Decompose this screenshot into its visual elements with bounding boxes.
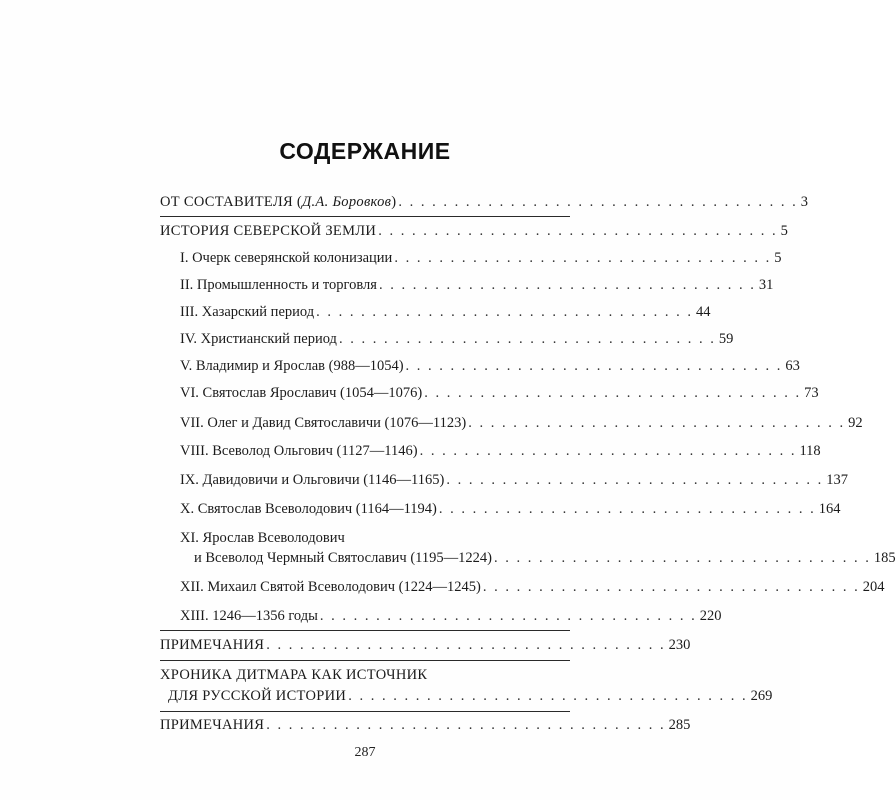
toc-entry-chapter bbox=[180, 500, 841, 524]
toc-entry-text-continued: и Всеволод Чермный Святославич (1195—1224) bbox=[194, 550, 492, 566]
toc-page-number: 230 bbox=[668, 637, 691, 653]
toc-entry-chapter bbox=[180, 330, 734, 354]
toc-page-number: 59 bbox=[718, 331, 734, 347]
toc-entry-text: X. Святослав Всеволодович (1164—1194) bbox=[180, 501, 437, 517]
dot-leader: . . . . . . . . . . . . . . . . . . . . . . . . . . . . . . . . . . bbox=[394, 250, 772, 266]
toc-entry-chapter bbox=[180, 384, 819, 408]
toc-entry-text: ИСТОРИЯ СЕВЕРСКОЙ ЗЕМЛИ bbox=[160, 223, 377, 239]
toc-page-number: 285 bbox=[668, 717, 691, 733]
dot-leader: . . . . . . . . . . . . . . . . . . . . . . . . . . . . . . . . . . bbox=[468, 415, 846, 431]
dot-leader: . . . . . . . . . . . . . . . . . . . . . . . . . . . . . . . . . . bbox=[482, 579, 860, 595]
toc-page-number: 63 bbox=[785, 358, 800, 374]
toc-page-number: 92 bbox=[848, 415, 863, 431]
toc-entry-chronicle bbox=[160, 666, 773, 710]
toc-entry-text-after: ) bbox=[391, 194, 397, 210]
dot-leader: . . . . . . . . . . . . . . . . . . . . . . . . . . . . . . . . . . bbox=[493, 550, 871, 566]
toc-entry-text: V. Владимир и Ярослав (988—1054) bbox=[180, 358, 404, 374]
toc-entry-text: IX. Давидовичи и Ольговичи (1146—1165) bbox=[180, 472, 445, 488]
toc-page-number: 269 bbox=[750, 688, 773, 704]
toc-entry-text: VIII. Всеволод Ольгович (1127—1146) bbox=[180, 443, 418, 459]
toc-entry-chapter bbox=[180, 607, 722, 631]
toc-entry-chapter bbox=[180, 414, 863, 438]
toc-entry-chapter bbox=[180, 471, 848, 495]
divider bbox=[160, 216, 570, 217]
dot-leader: . . . . . . . . . . . . . . . . . . . . . . . . . . . . . . . . . . bbox=[319, 608, 697, 624]
dot-leader: . . . . . . . . . . . . . . . . . . . . . . . . . . . . . . . . . . bbox=[338, 331, 716, 347]
dot-leader: . . . . . . . . . . . . . . . . . . . . . . . . . . . . . . . . . . bbox=[378, 277, 756, 293]
toc-entry-chapter bbox=[180, 249, 782, 273]
toc-entry-text: ПРИМЕЧАНИЯ bbox=[160, 637, 265, 653]
toc-entry-notes bbox=[160, 716, 691, 740]
toc-entry-chapter bbox=[180, 357, 800, 381]
page-number: 287 bbox=[354, 745, 376, 760]
toc-entry-chapter bbox=[180, 442, 821, 466]
toc-page-number: 164 bbox=[818, 501, 841, 517]
divider bbox=[160, 711, 570, 712]
toc-entry-text: III. Хазарский период bbox=[180, 304, 315, 320]
toc-entry-author: Д.А. Боровков bbox=[301, 194, 392, 210]
divider bbox=[160, 660, 570, 661]
dot-leader: . . . . . . . . . . . . . . . . . . . . . . . . . . . . . . . . . . . . bbox=[378, 223, 778, 239]
toc-entry-text: VI. Святослав Ярославич (1054—1076) bbox=[180, 385, 423, 401]
toc-entry-text-continued: ДЛЯ РУССКОЙ ИСТОРИИ bbox=[168, 688, 347, 704]
toc-page-number: 137 bbox=[826, 472, 848, 488]
dot-leader: . . . . . . . . . . . . . . . . . . . . . . . . . . . . . . . . . . bbox=[316, 304, 693, 320]
toc-entry-text: ПРИМЕЧАНИЯ bbox=[160, 717, 265, 733]
toc-page-number: 44 bbox=[695, 304, 711, 320]
dot-leader: . . . . . . . . . . . . . . . . . . . . . . . . . . . . . . . . . . bbox=[446, 472, 824, 488]
toc-page-number: 204 bbox=[862, 579, 885, 595]
toc-entry-chapter bbox=[180, 529, 896, 573]
dot-leader: . . . . . . . . . . . . . . . . . . . . . . . . . . . . . . . . . . . . bbox=[266, 717, 666, 733]
toc-entry-text: ХРОНИКА ДИТМАРА КАК ИСТОЧНИК bbox=[160, 667, 428, 683]
toc-entry-text: II. Промышленность и торговля bbox=[180, 277, 377, 293]
toc-entry-text: XIII. 1246—1356 годы bbox=[180, 608, 318, 624]
toc-entry-chapter bbox=[180, 303, 711, 327]
dot-leader: . . . . . . . . . . . . . . . . . . . . . . . . . . . . . . . . . . . . bbox=[348, 688, 748, 704]
dot-leader: . . . . . . . . . . . . . . . . . . . . . . . . . . . . . . . . . . bbox=[419, 443, 797, 459]
toc-page-number: 73 bbox=[804, 385, 819, 401]
toc-entry-text: ОТ СОСТАВИТЕЛЯ ( bbox=[160, 194, 302, 210]
toc-entry-notes bbox=[160, 636, 691, 660]
toc-entry-chapter bbox=[180, 578, 885, 602]
dot-leader: . . . . . . . . . . . . . . . . . . . . . . . . . . . . . . . . . . . . bbox=[398, 194, 798, 210]
toc-page-number: 220 bbox=[699, 608, 722, 624]
toc-page-number: 31 bbox=[758, 277, 774, 293]
dot-leader: . . . . . . . . . . . . . . . . . . . . . . . . . . . . . . . . . . bbox=[438, 501, 816, 517]
toc-entry-text: XII. Михаил Святой Всеволодович (1224—1245) bbox=[180, 579, 481, 595]
toc-entry-chapter bbox=[180, 276, 774, 300]
toc-entry-text: XI. Ярослав Всеволодович bbox=[180, 530, 345, 546]
toc-page-number: 118 bbox=[799, 443, 821, 459]
toc-entry-text: IV. Христианский период bbox=[180, 331, 337, 347]
toc-entry-text: I. Очерк северянской колонизации bbox=[180, 250, 393, 266]
page-title: СОДЕРЖАНИЕ bbox=[279, 138, 451, 164]
dot-leader: . . . . . . . . . . . . . . . . . . . . . . . . . . . . . . . . . . bbox=[405, 358, 783, 374]
toc-entry-preface bbox=[160, 193, 808, 217]
toc-page-number: 5 bbox=[774, 250, 782, 266]
divider bbox=[160, 630, 570, 631]
toc-page-number: 5 bbox=[780, 223, 788, 239]
toc-page-number: 3 bbox=[800, 194, 808, 210]
toc-page-number: 185 bbox=[873, 550, 896, 566]
dot-leader: . . . . . . . . . . . . . . . . . . . . . . . . . . . . . . . . . . . . bbox=[266, 637, 666, 653]
toc-entry-part bbox=[160, 222, 788, 246]
toc-entry-text: VII. Олег и Давид Святославичи (1076—1123) bbox=[180, 415, 467, 431]
dot-leader: . . . . . . . . . . . . . . . . . . . . . . . . . . . . . . . . . . bbox=[424, 385, 802, 401]
